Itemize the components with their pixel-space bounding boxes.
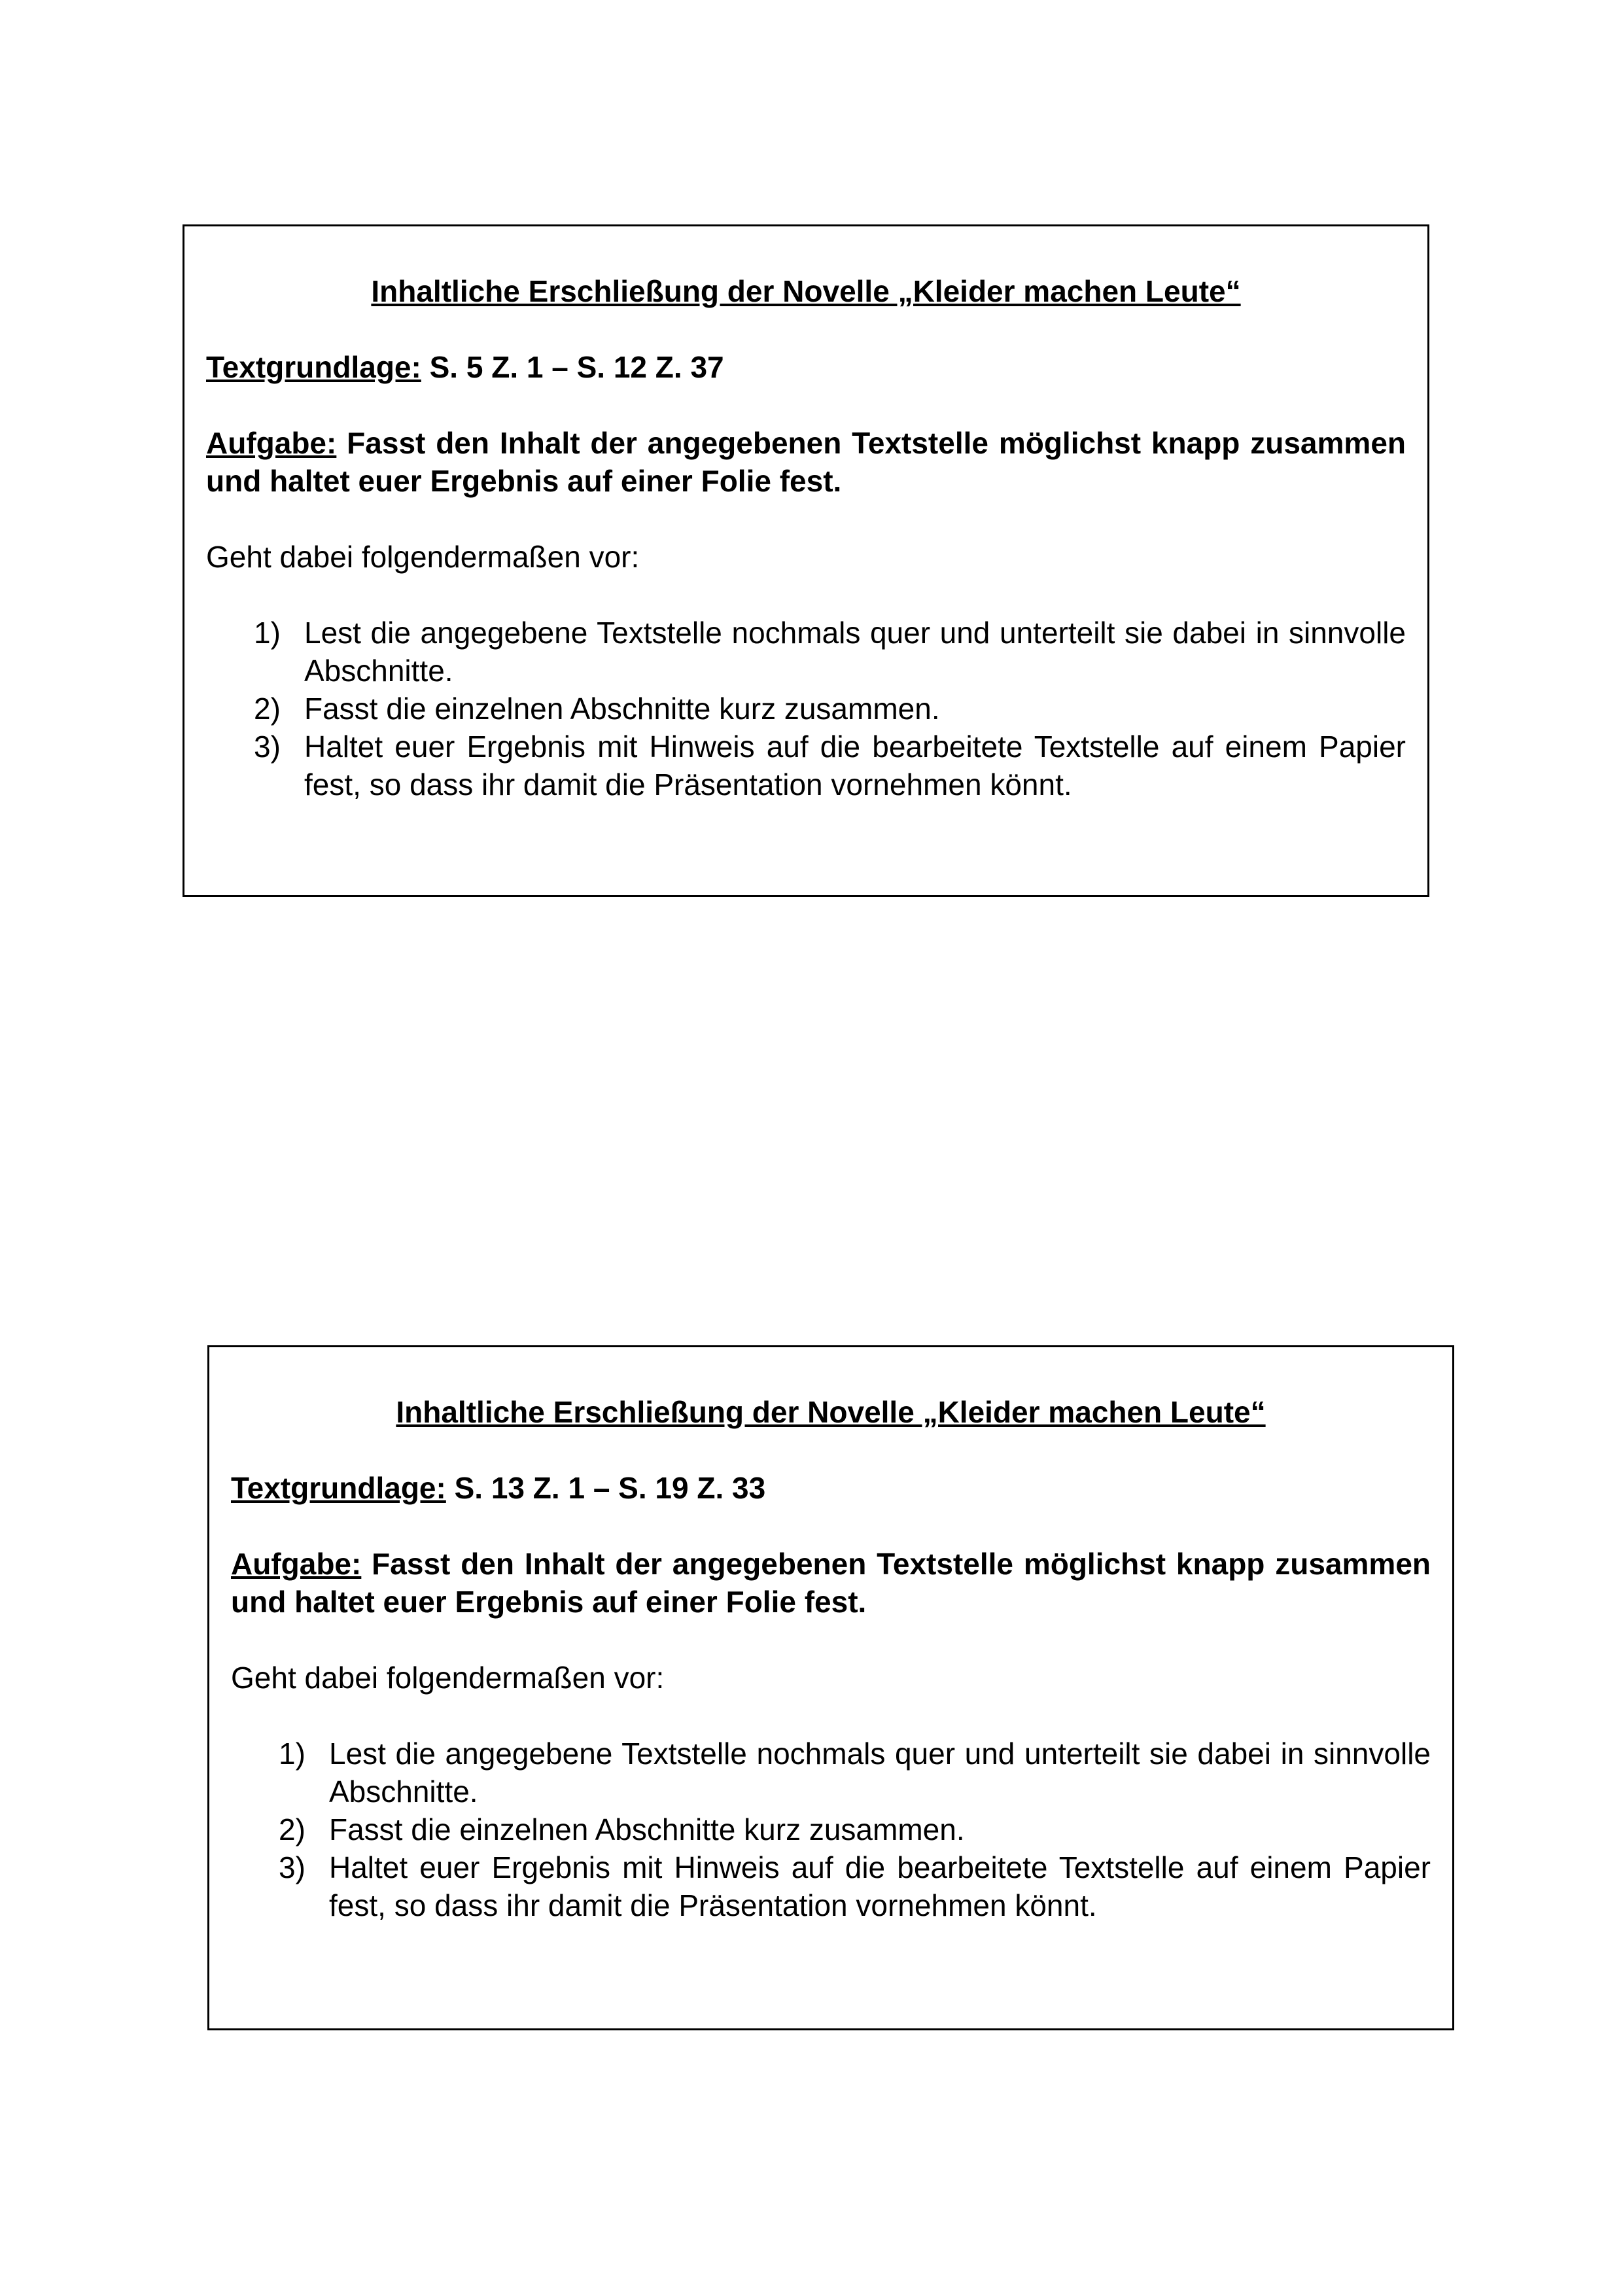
task-label: Aufgabe: (231, 1547, 362, 1581)
step-text: Fasst die einzelnen Abschnitte kurz zusammen. (329, 1812, 965, 1846)
steps-list (206, 614, 1406, 804)
step-number: 3) (254, 730, 281, 764)
step-text: Haltet euer Ergebnis mit Hinweis auf die bearbeitete Textstelle auf einem Papier fest, so dass ihr damit die Präsentation vornehmen könnt. (304, 730, 1406, 802)
step-item (254, 690, 1406, 728)
card-title: Inhaltliche Erschließung der Novelle „Kleider machen Leute“ (396, 1395, 1266, 1429)
step-item (279, 1848, 1431, 1924)
task-label: Aufgabe: (206, 426, 337, 460)
text-source-label: Textgrundlage: (231, 1471, 446, 1505)
step-number: 2) (254, 692, 281, 726)
step-number: 2) (279, 1812, 305, 1846)
task-card-1 (183, 224, 1429, 897)
step-text: Lest die angegebene Textstelle nochmals quer und unterteilt sie dabei in sinnvolle Abschnitte. (304, 616, 1406, 688)
step-item (279, 1735, 1431, 1810)
step-text: Haltet euer Ergebnis mit Hinweis auf die bearbeitete Textstelle auf einem Papier fest, so dass ihr damit die Präsentation vornehmen könnt. (329, 1850, 1431, 1922)
steps-list (231, 1735, 1431, 1924)
task-description (231, 1545, 1431, 1621)
task-card-2 (207, 1345, 1454, 2030)
text-source-value: S. 5 Z. 1 – S. 12 Z. 37 (421, 350, 724, 384)
step-text: Fasst die einzelnen Abschnitte kurz zusammen. (304, 692, 940, 726)
card-title: Inhaltliche Erschließung der Novelle „Kleider machen Leute“ (371, 274, 1241, 308)
task-description (206, 424, 1406, 500)
step-item (254, 614, 1406, 690)
text-source (206, 348, 1406, 386)
text-source-value: S. 13 Z. 1 – S. 19 Z. 33 (445, 1471, 766, 1505)
step-text: Lest die angegebene Textstelle nochmals quer und unterteilt sie dabei in sinnvolle Abschnitte. (329, 1737, 1431, 1809)
step-item (279, 1810, 1431, 1848)
step-number: 3) (279, 1850, 305, 1884)
step-item (254, 728, 1406, 804)
text-source-label: Textgrundlage: (206, 350, 421, 384)
step-number: 1) (254, 616, 281, 650)
task-text: Fasst den Inhalt der angegebenen Textstelle möglichst knapp zusammen und haltet euer Ergebnis auf einer Folie fest. (231, 1547, 1431, 1619)
instructions-intro: Geht dabei folgendermaßen vor: (206, 540, 640, 574)
text-source (231, 1469, 1431, 1507)
step-number: 1) (279, 1737, 305, 1771)
task-text: Fasst den Inhalt der angegebenen Textstelle möglichst knapp zusammen und haltet euer Ergebnis auf einer Folie fest. (206, 426, 1406, 498)
instructions-intro: Geht dabei folgendermaßen vor: (231, 1661, 665, 1695)
